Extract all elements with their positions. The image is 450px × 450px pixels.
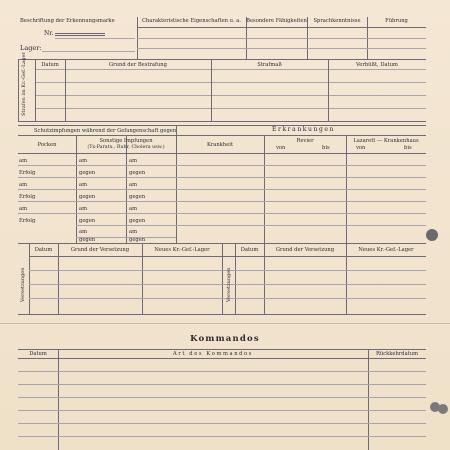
- vacc-cell: gegen: [129, 170, 146, 176]
- illness-hospital-header: Lazarett — Krankenhaus: [353, 138, 419, 144]
- punish-top-line: [18, 59, 426, 60]
- vacc-cell: gegen: [129, 194, 146, 200]
- vacc-cell: am: [129, 182, 138, 188]
- punish-header-line: [35, 69, 426, 70]
- vacc-cell: am: [19, 206, 28, 212]
- vacc-cell: gegen: [129, 237, 146, 243]
- vacc-cell: Erfolg: [19, 170, 36, 176]
- kommandos-row-line: [18, 371, 426, 372]
- vacc-cell: am: [19, 158, 28, 164]
- punch-hole: [426, 229, 438, 241]
- transfer-date-left: Datum: [34, 247, 53, 253]
- illness-row-line: [176, 189, 426, 190]
- transfer-left-side: [29, 243, 30, 314]
- illness-revier-to: bis: [322, 145, 330, 151]
- punish-side-divider: [35, 59, 36, 121]
- transfer-left-col-3: [222, 243, 223, 314]
- punish-side-label: Strafen im Kr.-Gef.-Lager: [21, 52, 27, 116]
- vacc-cell: Erfolg: [19, 218, 36, 224]
- transfer-reason-left: Grund der Versetzung: [70, 247, 130, 253]
- transfer-reason-right: Grund der Versetzung: [275, 247, 335, 253]
- punish-left-border: [18, 59, 19, 121]
- transfer-right-side: [235, 243, 236, 314]
- camp-line: [42, 51, 135, 52]
- vacc-cell: am: [129, 158, 138, 164]
- vacc-cell: am: [79, 206, 88, 212]
- top-row-line-1: [137, 38, 426, 39]
- nr-marking: [55, 33, 105, 36]
- conduct-header: Führung: [385, 18, 408, 24]
- kommandos-return-header: Rückkehrdatum: [375, 351, 419, 357]
- vacc-cell: Erfolg: [19, 194, 36, 200]
- skills-header: Besondere Fähigkeiten: [246, 18, 307, 24]
- vacc-row-line: [18, 213, 176, 214]
- illness-row-line: [176, 201, 426, 202]
- nr-line: [55, 38, 135, 39]
- kommandos-title: Kommandos: [190, 334, 260, 344]
- kommandos-row-line: [18, 384, 426, 385]
- camp-label: Lager:: [20, 44, 42, 52]
- kommandos-date-header: Datum: [29, 351, 47, 357]
- punish-col-1: [65, 59, 66, 121]
- top-header-line: [137, 27, 426, 28]
- illness-row-line: [176, 213, 426, 214]
- punish-measure-header: Strafmaß: [257, 62, 282, 68]
- illness-row-line: [176, 165, 426, 166]
- punish-bottom-line: [18, 121, 426, 122]
- vacc-cell: am: [129, 206, 138, 212]
- punish-row-line-3: [35, 108, 426, 109]
- transfer-date-right: Datum: [240, 247, 259, 253]
- vacc-pox-header: Pocken: [37, 142, 57, 148]
- vacc-row-line: [76, 225, 176, 226]
- vacc-cell: gegen: [79, 237, 96, 243]
- illness-header: Erkrankungen: [272, 126, 336, 133]
- vacc-row-line: [18, 201, 176, 202]
- transfer-camp-right: Neues Kr.-Gef.-Lager: [358, 247, 414, 253]
- kommandos-row-line: [18, 436, 426, 437]
- punish-row-line-2: [35, 95, 426, 96]
- vacc-header-bottom: [18, 153, 426, 154]
- vacc-cell: gegen: [79, 218, 96, 224]
- punish-date-header: Datum: [41, 62, 59, 68]
- illness-revier-from: von: [276, 145, 286, 151]
- transfer-side-label-left: Versetzungen: [20, 267, 26, 302]
- transfer-side-label-right: Versetzungen: [226, 267, 232, 302]
- vacc-cell: am: [79, 182, 88, 188]
- kommandos-type-header: Art des Kommandos: [172, 351, 254, 357]
- illness-row-line: [176, 177, 426, 178]
- traits-header: Charakteristische Eigenschaften u. a.: [141, 18, 242, 24]
- illness-disease-header: Krankheit: [206, 142, 234, 148]
- transfer-bottom-line: [18, 314, 426, 315]
- kommandos-row-line: [18, 397, 426, 398]
- nr-label: Nr.: [44, 30, 54, 37]
- vacc-top-line: [18, 125, 426, 126]
- vacc-cell: gegen: [79, 194, 96, 200]
- punish-served-header: Verbüßt, Datum: [356, 62, 398, 68]
- vacc-subheader-line: [18, 135, 426, 136]
- punish-col-3: [328, 59, 329, 121]
- vacc-row-line: [18, 165, 176, 166]
- vacc-cell: am: [129, 229, 138, 235]
- kommandos-row-line: [18, 423, 426, 424]
- punch-hole: [438, 404, 448, 414]
- illness-hospital-from: von: [356, 145, 366, 151]
- transfer-right-col-1: [264, 243, 265, 314]
- kommandos-col-1: [58, 349, 59, 450]
- vacc-row-line: [18, 177, 176, 178]
- transfer-camp-left: Neues Kr.-Gef.-Lager: [154, 247, 210, 253]
- vacc-other-sub: (Tx-Paratx., Ruhr, Cholera usw.): [87, 145, 165, 150]
- fold-line: [0, 323, 450, 324]
- id-tag-label: Beschriftung der Erkennungsmarke: [20, 18, 115, 24]
- transfer-left-col-1: [58, 243, 59, 314]
- illness-revier-header: Revier: [296, 138, 314, 144]
- vacc-other-header: Sonstige Impfungen: [99, 138, 153, 144]
- vacc-header: Schutzimpfungen während der Gefangenschaft gegen: [34, 128, 177, 134]
- punish-col-2: [211, 59, 212, 121]
- vacc-cell: am: [19, 182, 28, 188]
- vacc-row-line: [18, 189, 176, 190]
- punish-reason-header: Grund der Bestrafung: [109, 62, 167, 68]
- kommandos-top-line: [18, 349, 426, 350]
- transfer-right-col-2: [346, 243, 347, 314]
- vacc-cell: gegen: [129, 218, 146, 224]
- top-row-line-2: [137, 48, 426, 49]
- transfer-left-col-2: [142, 243, 143, 314]
- punish-row-line-1: [35, 82, 426, 83]
- languages-header: Sprachkenntnisse: [313, 18, 361, 24]
- vacc-cell: am: [79, 158, 88, 164]
- illness-hospital-to: bis: [404, 145, 412, 151]
- kommandos-header-line: [18, 358, 426, 359]
- illness-row-line: [176, 225, 426, 226]
- kommandos-col-2: [368, 349, 369, 450]
- vacc-cell: am: [79, 229, 88, 235]
- vacc-cell: gegen: [79, 170, 96, 176]
- kommandos-row-line: [18, 410, 426, 411]
